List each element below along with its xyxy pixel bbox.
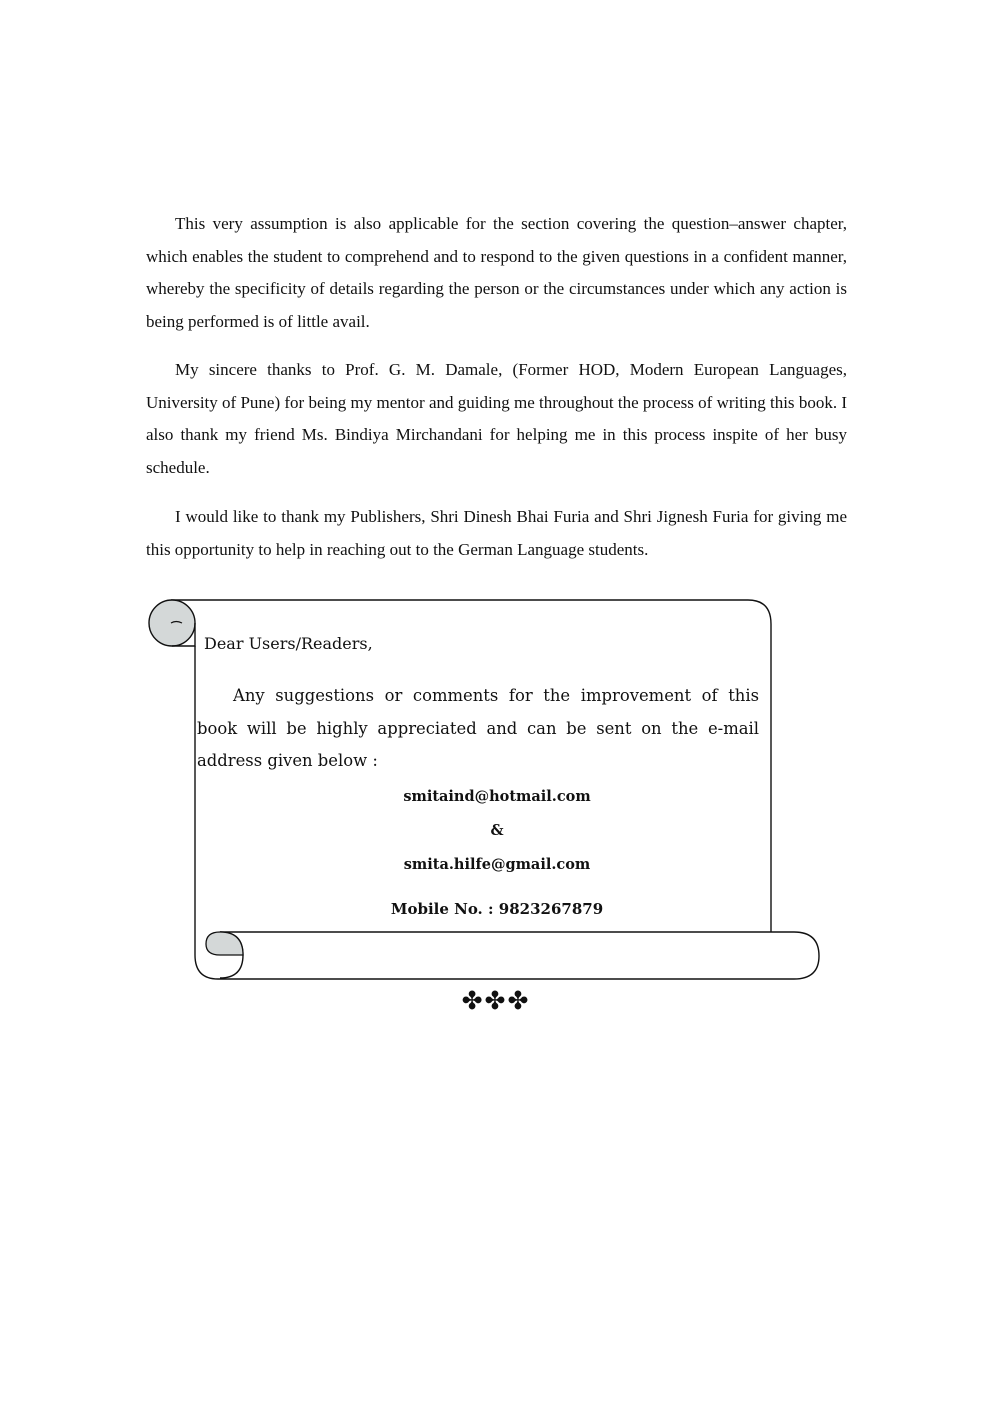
notice-body: Any suggestions or comments for the improvement of this book will be highly appreciated and can be sent on the e-mail address given below : xyxy=(197,686,759,770)
paragraph-thanks-mentor: My sincere thanks to Prof. G. M. Damale, (Former HOD, Modern European Languages, University of Pune) for being my mentor and guiding me throughout the process of writing this book. I also thank my friend Ms. Bindiya Mirchandani for helping me in this process inspite of her busy schedule. xyxy=(146,360,847,477)
ornament-divider-icon: ✤✤✤ xyxy=(461,986,531,1015)
email-separator: & xyxy=(490,822,504,839)
email-secondary: smita.hilfe@gmail.com xyxy=(403,856,591,873)
paragraph-assumption: This very assumption is also applicable for the section covering the question–answer chapter, which enables the student to comprehend and to respond to the given questions in a confident manner, whereby the specificity of details regarding the person or the circumstances under which any action is being performed is of little avail. xyxy=(146,214,847,331)
mobile-number: Mobile No. : 9823267879 xyxy=(390,900,604,918)
email-primary: smitaind@hotmail.com xyxy=(403,788,591,805)
notice-greeting: Dear Users/Readers, xyxy=(204,634,373,653)
paragraph-thanks-publishers: I would like to thank my Publishers, Shri Dinesh Bhai Furia and Shri Jignesh Furia for giving me this opportunity to help in reaching out to the German Language students. xyxy=(146,507,847,559)
